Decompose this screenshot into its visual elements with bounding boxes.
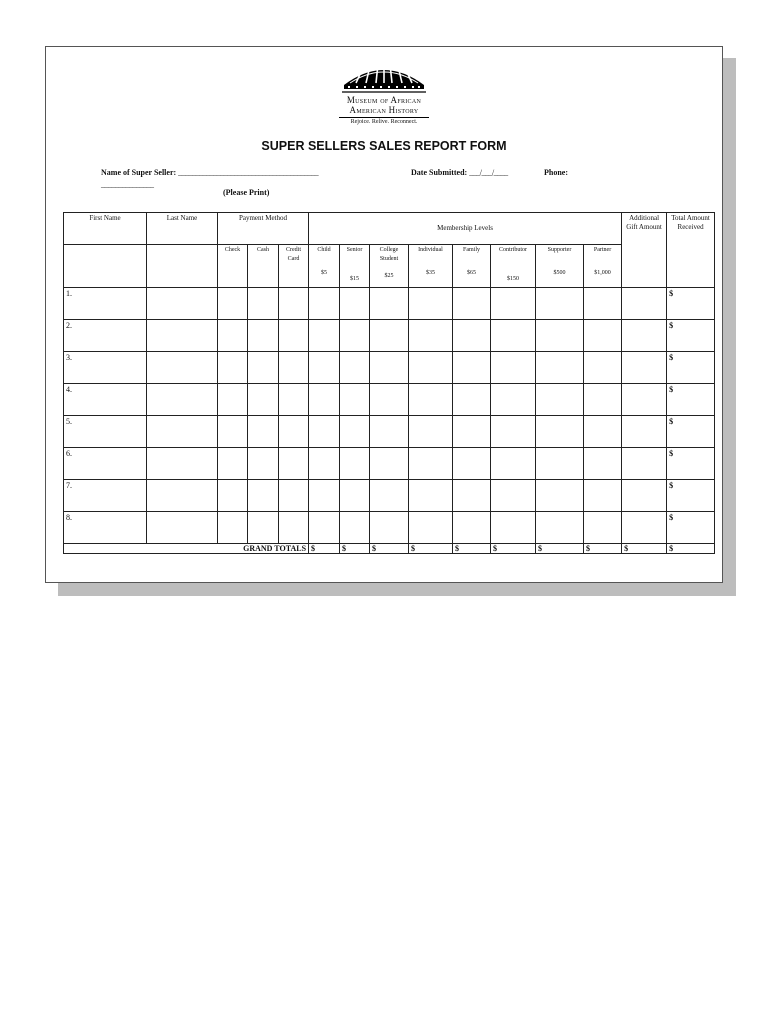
- header-membership-levels: Membership Levels: [309, 213, 622, 245]
- row-number: 8.: [64, 512, 147, 544]
- row-number: 2.: [64, 320, 147, 352]
- row-number: 1.: [64, 288, 147, 320]
- phone-label[interactable]: Phone:: [544, 168, 568, 177]
- header-blank-last: [147, 245, 218, 288]
- logo-text-line2: American History: [349, 105, 419, 115]
- total-college-student[interactable]: $: [370, 544, 409, 554]
- dome-logo-icon: [342, 59, 426, 95]
- level-child: Child $5: [309, 245, 340, 288]
- row-total[interactable]: $: [667, 288, 715, 320]
- seller-name-line-continued: _______________: [101, 180, 154, 189]
- header-blank-first: [64, 245, 147, 288]
- row-number: 3.: [64, 352, 147, 384]
- grand-totals-label: GRAND TOTALS: [64, 544, 309, 554]
- row-number: 5.: [64, 416, 147, 448]
- header-additional-gift: Additional Gift Amount: [622, 213, 667, 288]
- row-total[interactable]: $: [667, 480, 715, 512]
- total-contributor[interactable]: $: [491, 544, 536, 554]
- level-individual: Individual $35: [409, 245, 453, 288]
- table-row: [64, 320, 715, 352]
- table-row: [64, 288, 715, 320]
- date-submitted-field[interactable]: [411, 168, 508, 177]
- logo-text-line1: Museum of African: [346, 95, 422, 105]
- museum-logo: [339, 59, 429, 125]
- sales-report-table: [63, 212, 715, 554]
- row-number: 6.: [64, 448, 147, 480]
- header-cash: Cash: [248, 245, 279, 288]
- table-row: [64, 384, 715, 416]
- total-additional-gift[interactable]: $: [622, 544, 667, 554]
- total-senior[interactable]: $: [340, 544, 370, 554]
- level-college-student: College Student $25: [370, 245, 409, 288]
- row-total[interactable]: $: [667, 448, 715, 480]
- form-page: [45, 46, 723, 583]
- form-title: SUPER SELLERS SALES REPORT FORM: [261, 139, 507, 153]
- row-total[interactable]: $: [667, 416, 715, 448]
- row-total[interactable]: $: [667, 352, 715, 384]
- level-family: Family $65: [453, 245, 491, 288]
- seller-name-label: Name of Super Seller:: [101, 168, 177, 177]
- total-child[interactable]: $: [309, 544, 340, 554]
- total-amount-received[interactable]: $: [667, 544, 715, 554]
- date-submitted-line: ___/___/____: [469, 168, 508, 177]
- header-last-name: Last Name: [147, 213, 218, 245]
- table-row: [64, 448, 715, 480]
- row-total[interactable]: $: [667, 384, 715, 416]
- logo-tagline: Rejoice. Relive. Reconnect.: [339, 117, 429, 125]
- table-row: [64, 512, 715, 544]
- total-individual[interactable]: $: [409, 544, 453, 554]
- table-row: [64, 416, 715, 448]
- row-number: 4.: [64, 384, 147, 416]
- table-row: [64, 480, 715, 512]
- date-submitted-label: Date Submitted:: [411, 168, 468, 177]
- total-family[interactable]: $: [453, 544, 491, 554]
- seller-name-field[interactable]: [101, 168, 318, 177]
- level-supporter: Supporter $500: [536, 245, 584, 288]
- row-total[interactable]: $: [667, 320, 715, 352]
- header-check: Check: [218, 245, 248, 288]
- row-total[interactable]: $: [667, 512, 715, 544]
- row-number: 7.: [64, 480, 147, 512]
- header-total-amount: Total Amount Received: [667, 213, 715, 288]
- level-senior: Senior $15: [340, 245, 370, 288]
- header-first-name: First Name: [64, 213, 147, 245]
- header-credit-card: Credit Card: [279, 245, 309, 288]
- seller-name-line: ________________________________________: [178, 168, 319, 177]
- total-partner[interactable]: $: [584, 544, 622, 554]
- grand-totals-row: [64, 544, 715, 554]
- header-payment-method: Payment Method: [218, 213, 309, 245]
- level-contributor: Contributor $150: [491, 245, 536, 288]
- total-supporter[interactable]: $: [536, 544, 584, 554]
- table-row: [64, 352, 715, 384]
- level-partner: Partner $1,000: [584, 245, 622, 288]
- please-print-note: (Please Print): [223, 188, 270, 197]
